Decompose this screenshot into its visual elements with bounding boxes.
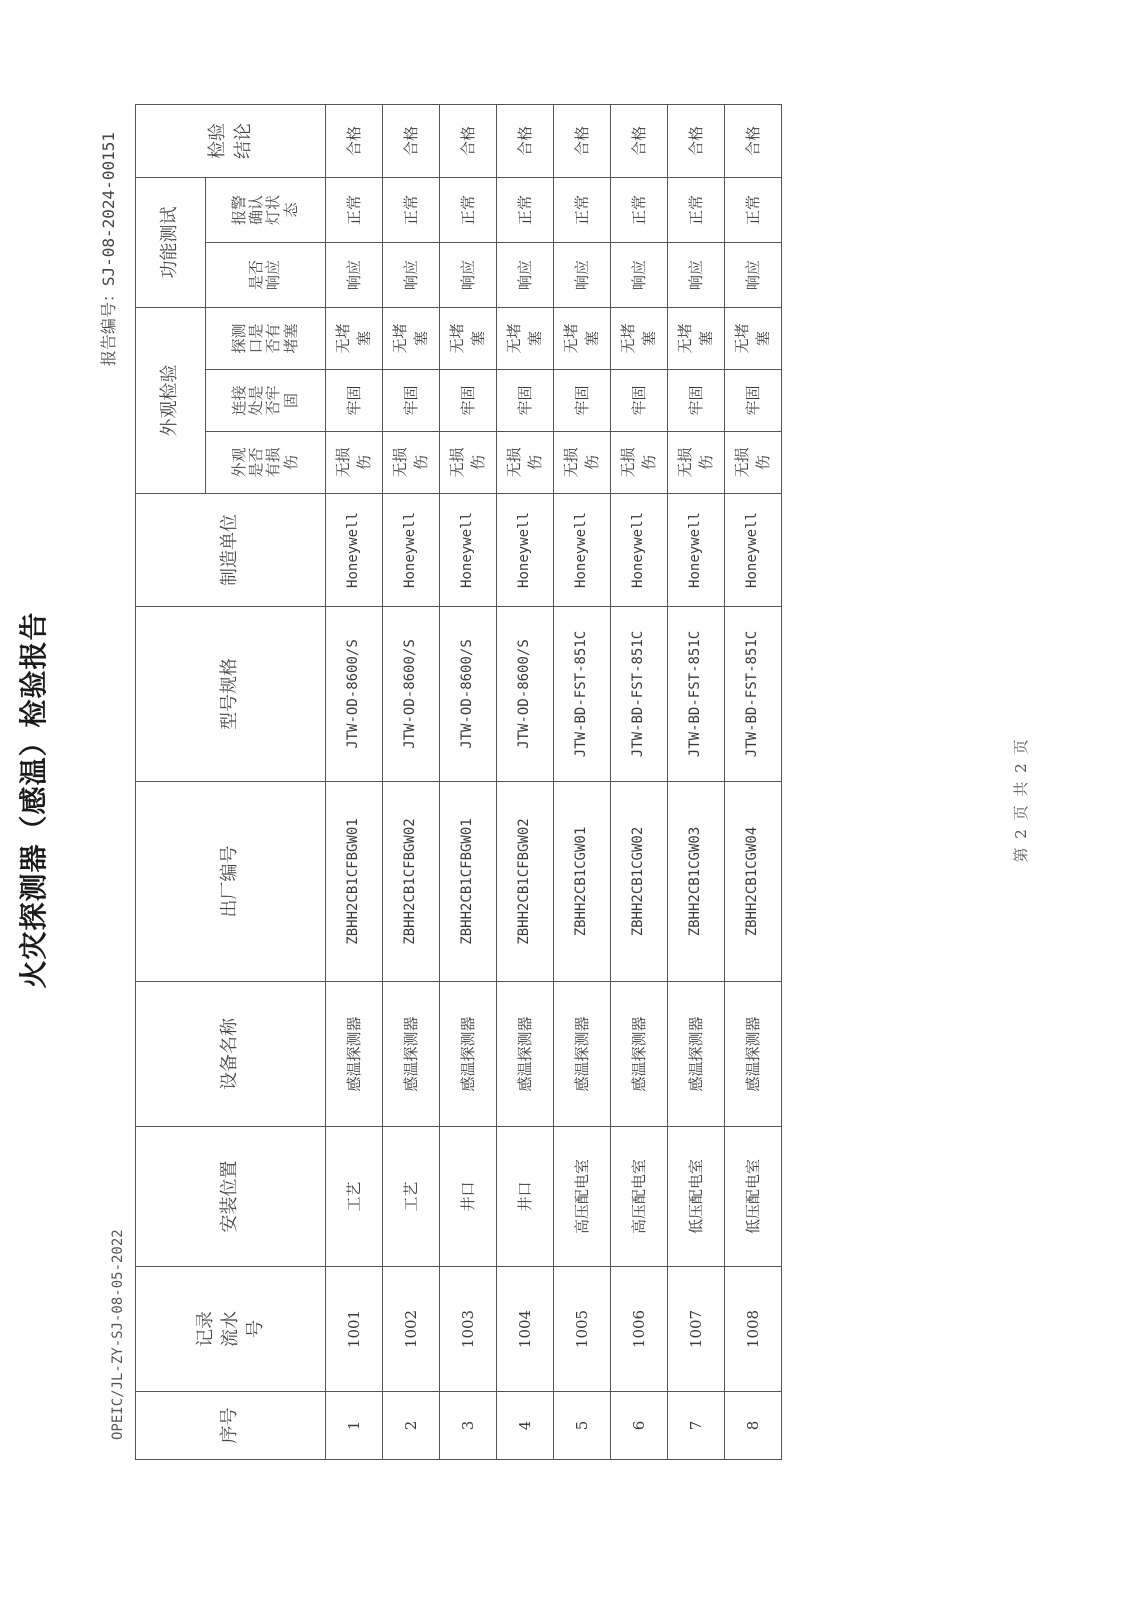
header-manufacturer: 制造单位 (136, 494, 326, 607)
cell-response: 响应 (554, 242, 611, 307)
cell-seq: 6 (611, 1392, 668, 1460)
cell-connection: 牢固 (440, 370, 497, 432)
cell-conclusion: 合格 (725, 104, 782, 177)
cell-seq: 1 (326, 1392, 383, 1460)
cell-blockage-text: 无堵塞 (391, 323, 430, 354)
cell-response: 响应 (668, 242, 725, 307)
cell-record-no: 1004 (497, 1267, 554, 1392)
cell-device-name: 感温探测器 (611, 982, 668, 1127)
cell-blockage (611, 307, 668, 369)
cell-blockage (326, 307, 383, 369)
cell-model: JTW-OD-8600/S (497, 607, 554, 782)
cell-alarm-light: 正常 (440, 177, 497, 242)
cell-response: 响应 (611, 242, 668, 307)
cell-device-name: 感温探测器 (725, 982, 782, 1127)
cell-connection: 牢固 (497, 370, 554, 432)
cell-response: 响应 (383, 242, 440, 307)
cell-model: JTW-OD-8600/S (440, 607, 497, 782)
cell-appearance-damage-text: 无损伤 (562, 447, 601, 478)
header-response (206, 242, 326, 307)
cell-device-name: 感温探测器 (326, 982, 383, 1127)
header-appearance-damage-text: 外观是否有损伤 (229, 447, 300, 478)
cell-alarm-light: 正常 (725, 177, 782, 242)
header-alarm-light (206, 177, 326, 242)
cell-appearance-damage-text: 无损伤 (619, 447, 658, 478)
cell-conclusion: 合格 (440, 104, 497, 177)
cell-appearance-damage (497, 432, 554, 494)
header-record-no-text: 记录流水号 (194, 1311, 267, 1347)
cell-blockage-text: 无堵塞 (505, 323, 544, 354)
page-title: 火灾探测器（感温）检验报告 (17, 611, 50, 989)
cell-location: 工艺 (326, 1127, 383, 1267)
table-row (440, 104, 497, 1459)
table-row (668, 104, 725, 1459)
cell-appearance-damage (554, 432, 611, 494)
cell-appearance-damage-text: 无损伤 (676, 447, 715, 478)
cell-appearance-damage-text: 无损伤 (733, 447, 772, 478)
cell-blockage-text: 无堵塞 (619, 323, 658, 354)
cell-manufacturer: Honeywell (611, 494, 668, 607)
cell-connection: 牢固 (611, 370, 668, 432)
cell-blockage (554, 307, 611, 369)
cell-blockage-text: 无堵塞 (676, 323, 715, 354)
cell-appearance-damage-text: 无损伤 (334, 447, 373, 478)
cell-appearance-damage-text: 无损伤 (448, 447, 487, 478)
cell-manufacturer: Honeywell (326, 494, 383, 607)
header-record-no (136, 1267, 326, 1392)
cell-seq: 7 (668, 1392, 725, 1460)
form-code: OPEIC/JL-ZY-SJ-08-05-2022 (110, 1229, 126, 1440)
header-connection (206, 370, 326, 432)
header-blockage-text: 探测口是否有堵塞 (229, 323, 300, 354)
cell-response: 响应 (440, 242, 497, 307)
cell-seq: 2 (383, 1392, 440, 1460)
cell-conclusion: 合格 (326, 104, 383, 177)
cell-manufacturer: Honeywell (554, 494, 611, 607)
cell-conclusion: 合格 (554, 104, 611, 177)
cell-connection: 牢固 (668, 370, 725, 432)
cell-location: 工艺 (383, 1127, 440, 1267)
cell-appearance-damage (383, 432, 440, 494)
cell-location: 井口 (497, 1127, 554, 1267)
cell-device-name: 感温探测器 (554, 982, 611, 1127)
header-alarm-light-text: 报警确认灯状态 (229, 194, 300, 225)
cell-connection: 牢固 (554, 370, 611, 432)
cell-conclusion: 合格 (383, 104, 440, 177)
inspection-table (135, 104, 782, 1460)
cell-alarm-light: 正常 (668, 177, 725, 242)
cell-record-no: 1008 (725, 1267, 782, 1392)
cell-model: JTW-BD-FST-851C (554, 607, 611, 782)
cell-conclusion: 合格 (668, 104, 725, 177)
header-conclusion-text: 检验结论 (207, 122, 254, 159)
header-response-text: 是否响应 (247, 259, 283, 290)
cell-factory-no: ZBHH2CB1CFBGW01 (440, 782, 497, 982)
cell-response: 响应 (497, 242, 554, 307)
cell-manufacturer: Honeywell (668, 494, 725, 607)
cell-seq: 8 (725, 1392, 782, 1460)
table-row (611, 104, 668, 1459)
cell-blockage (383, 307, 440, 369)
cell-factory-no: ZBHH2CB1CFBGW01 (326, 782, 383, 982)
table-row (326, 104, 383, 1459)
cell-blockage (725, 307, 782, 369)
header-model: 型号规格 (136, 607, 326, 782)
report-number: 报告编号：SJ-08-2024-00151 (99, 132, 118, 367)
header-appearance-group: 外观检验 (136, 307, 206, 493)
cell-location: 低压配电室 (725, 1127, 782, 1267)
cell-connection: 牢固 (725, 370, 782, 432)
cell-seq: 5 (554, 1392, 611, 1460)
cell-model: JTW-BD-FST-851C (611, 607, 668, 782)
table-row (725, 104, 782, 1459)
cell-factory-no: ZBHH2CB1CGW03 (668, 782, 725, 982)
cell-model: JTW-OD-8600/S (383, 607, 440, 782)
cell-blockage-text: 无堵塞 (334, 323, 373, 354)
cell-appearance-damage (611, 432, 668, 494)
cell-model: JTW-BD-FST-851C (668, 607, 725, 782)
cell-manufacturer: Honeywell (383, 494, 440, 607)
cell-device-name: 感温探测器 (668, 982, 725, 1127)
cell-manufacturer: Honeywell (725, 494, 782, 607)
cell-device-name: 感温探测器 (383, 982, 440, 1127)
cell-location: 低压配电室 (668, 1127, 725, 1267)
cell-alarm-light: 正常 (326, 177, 383, 242)
cell-conclusion: 合格 (611, 104, 668, 177)
cell-connection: 牢固 (326, 370, 383, 432)
header-function-group: 功能测试 (136, 177, 206, 307)
cell-alarm-light: 正常 (497, 177, 554, 242)
header-blockage (206, 307, 326, 369)
cell-model: JTW-BD-FST-851C (725, 607, 782, 782)
cell-record-no: 1006 (611, 1267, 668, 1392)
cell-factory-no: ZBHH2CB1CGW01 (554, 782, 611, 982)
cell-blockage (497, 307, 554, 369)
cell-blockage-text: 无堵塞 (733, 323, 772, 354)
cell-blockage (440, 307, 497, 369)
table-row (383, 104, 440, 1459)
cell-blockage-text: 无堵塞 (562, 323, 601, 354)
header-conclusion (136, 104, 326, 177)
cell-record-no: 1001 (326, 1267, 383, 1392)
cell-factory-no: ZBHH2CB1CGW04 (725, 782, 782, 982)
header-appearance-damage (206, 432, 326, 494)
cell-location: 井口 (440, 1127, 497, 1267)
cell-device-name: 感温探测器 (497, 982, 554, 1127)
header-location: 安装位置 (136, 1127, 326, 1267)
cell-device-name: 感温探测器 (440, 982, 497, 1127)
cell-appearance-damage-text: 无损伤 (505, 447, 544, 478)
cell-record-no: 1002 (383, 1267, 440, 1392)
cell-appearance-damage (326, 432, 383, 494)
cell-response: 响应 (725, 242, 782, 307)
cell-factory-no: ZBHH2CB1CFBGW02 (497, 782, 554, 982)
cell-alarm-light: 正常 (383, 177, 440, 242)
cell-appearance-damage-text: 无损伤 (391, 447, 430, 478)
page-footer: 第 2 页 共 2 页 (1012, 737, 1030, 863)
header-connection-text: 连接处是否牢固 (229, 385, 300, 416)
cell-location: 高压配电室 (554, 1127, 611, 1267)
cell-model: JTW-OD-8600/S (326, 607, 383, 782)
cell-record-no: 1005 (554, 1267, 611, 1392)
header-device-name: 设备名称 (136, 982, 326, 1127)
cell-conclusion: 合格 (497, 104, 554, 177)
cell-manufacturer: Honeywell (497, 494, 554, 607)
cell-appearance-damage (440, 432, 497, 494)
cell-seq: 3 (440, 1392, 497, 1460)
header-factory-no: 出厂编号 (136, 782, 326, 982)
cell-manufacturer: Honeywell (440, 494, 497, 607)
cell-appearance-damage (668, 432, 725, 494)
cell-alarm-light: 正常 (554, 177, 611, 242)
table-row (554, 104, 611, 1459)
cell-record-no: 1007 (668, 1267, 725, 1392)
cell-appearance-damage (725, 432, 782, 494)
cell-alarm-light: 正常 (611, 177, 668, 242)
cell-connection: 牢固 (383, 370, 440, 432)
header-seq: 序号 (136, 1392, 326, 1460)
table-row (497, 104, 554, 1459)
cell-blockage (668, 307, 725, 369)
cell-response: 响应 (326, 242, 383, 307)
cell-location: 高压配电室 (611, 1127, 668, 1267)
cell-seq: 4 (497, 1392, 554, 1460)
cell-factory-no: ZBHH2CB1CGW02 (611, 782, 668, 982)
cell-factory-no: ZBHH2CB1CFBGW02 (383, 782, 440, 982)
cell-record-no: 1003 (440, 1267, 497, 1392)
cell-blockage-text: 无堵塞 (448, 323, 487, 354)
